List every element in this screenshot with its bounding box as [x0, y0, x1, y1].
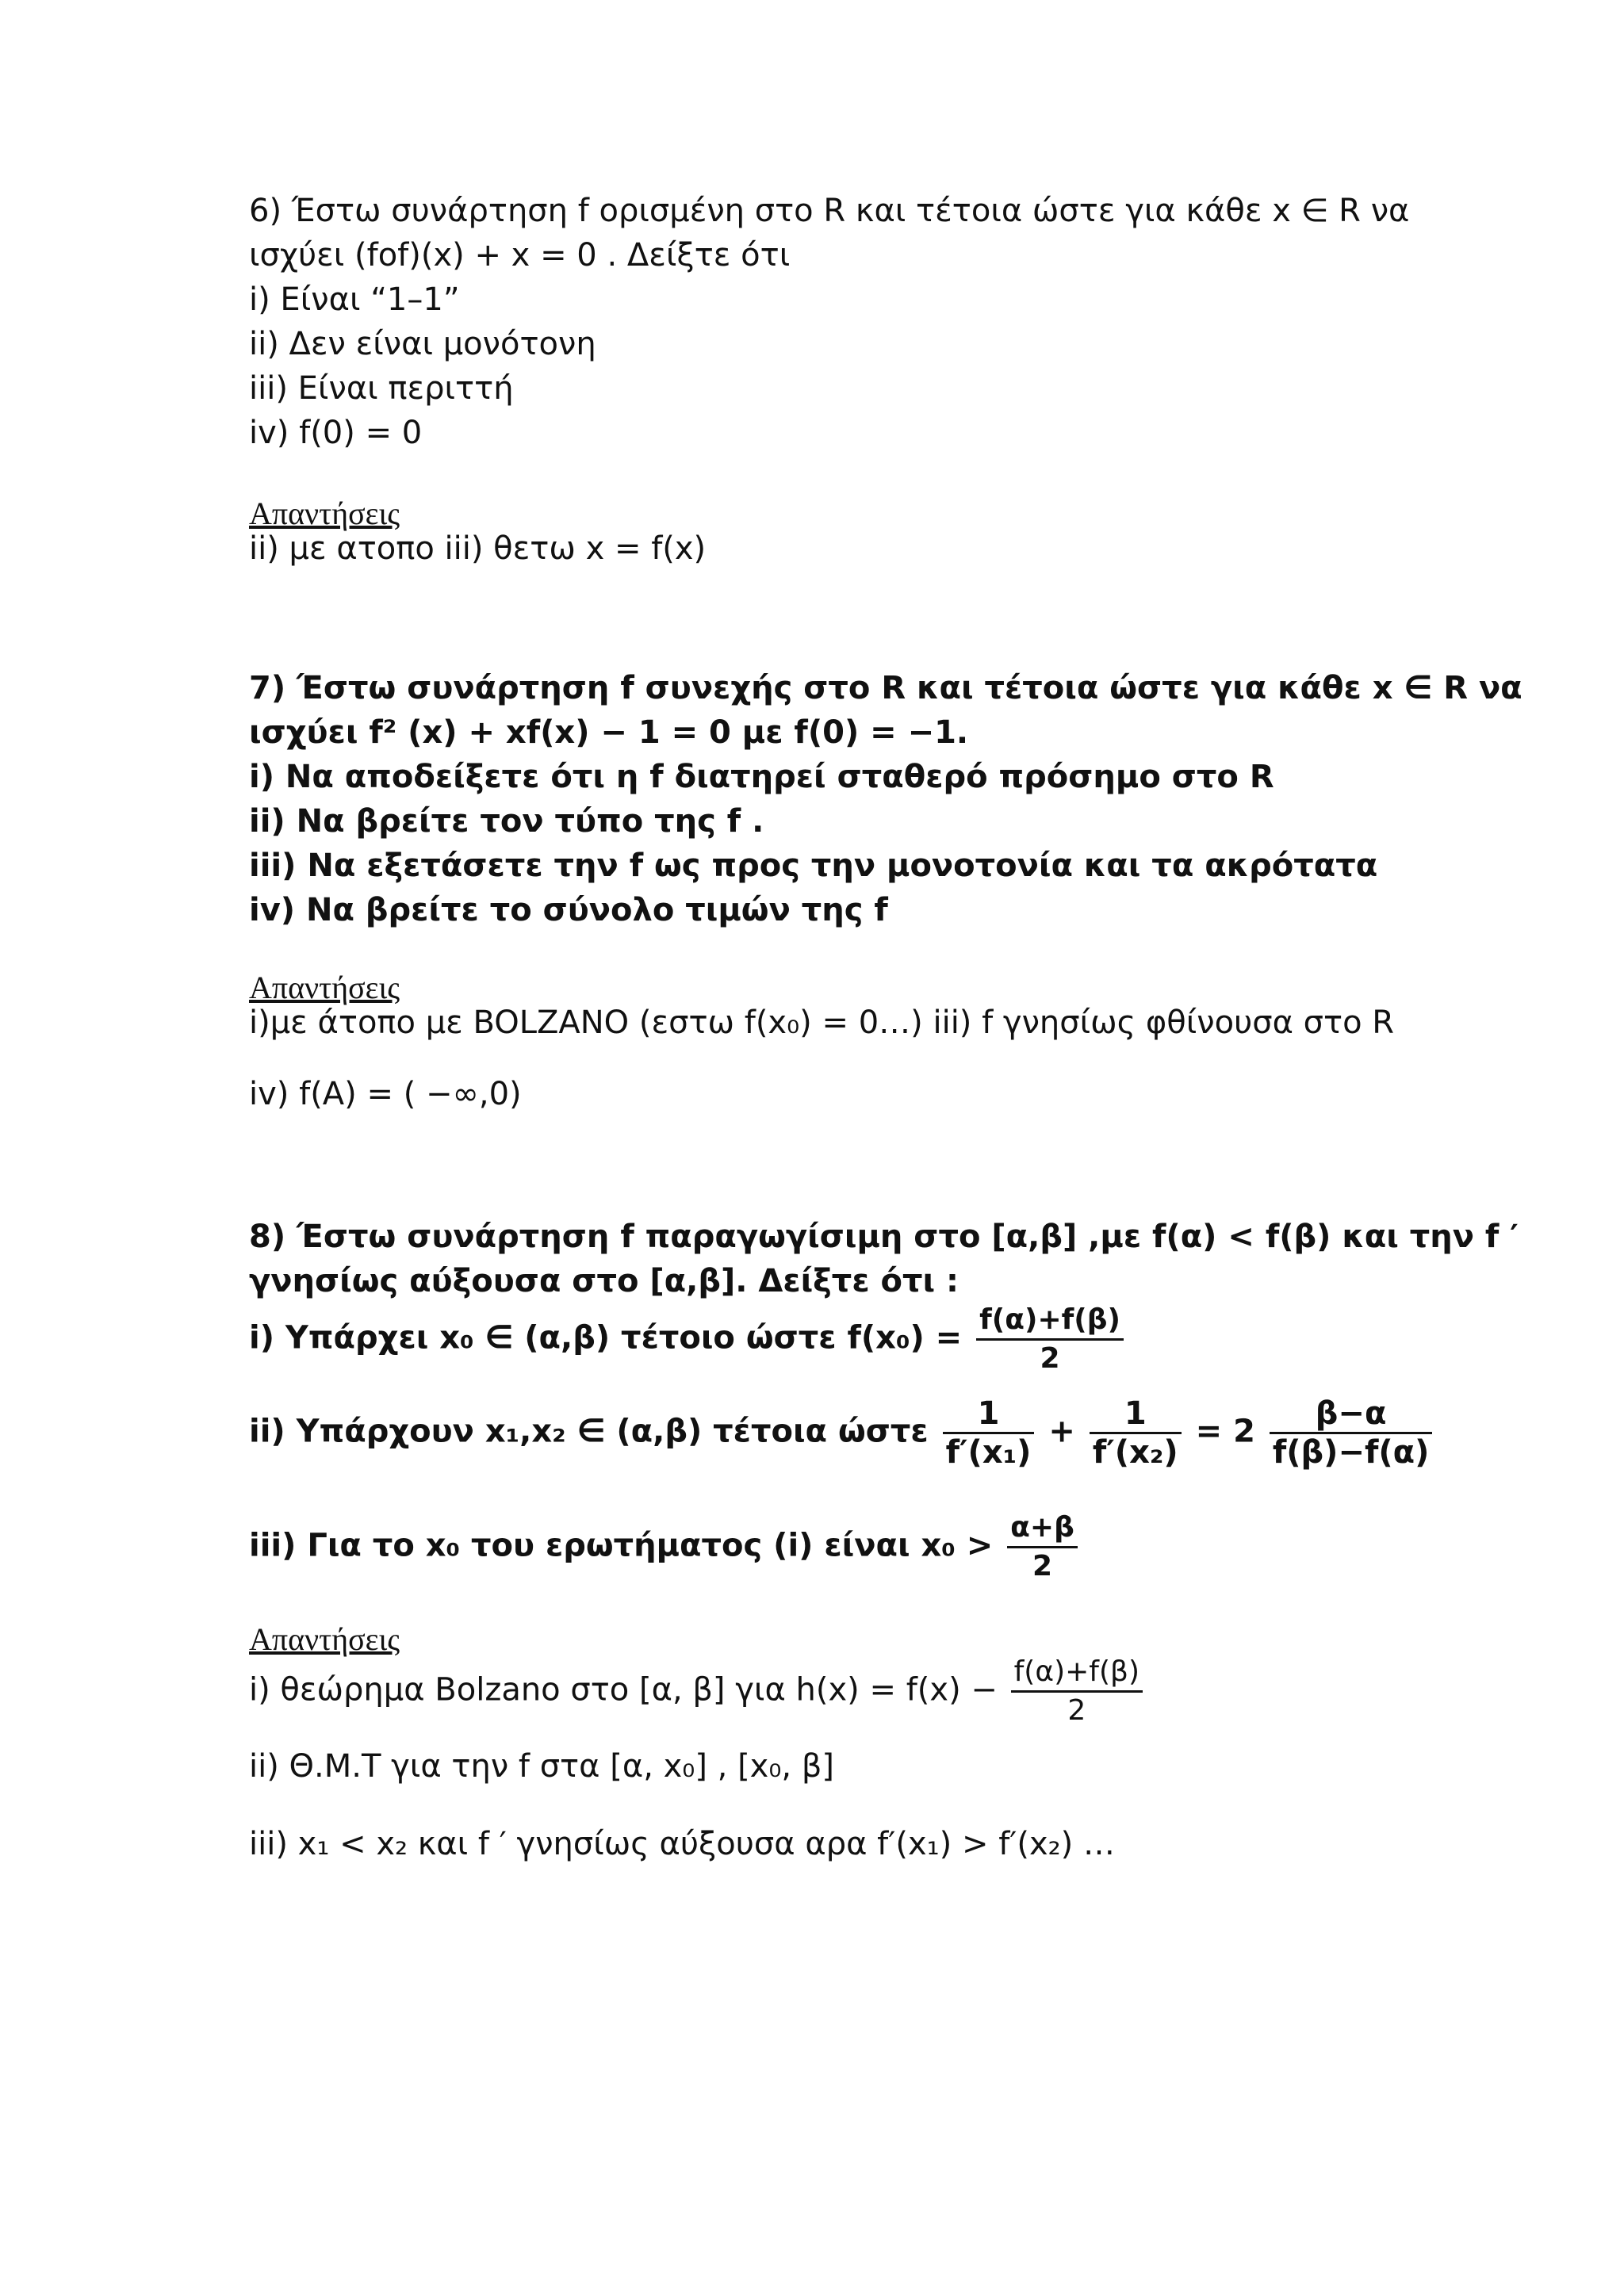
p7-line-2: ισχύει f² (x) + xf(x) − 1 = 0 με f(0) = −1.: [249, 714, 969, 751]
p6-answer-1: ii) με ατοπο iii) θετω x = f(x): [249, 530, 707, 567]
fraction-numerator: f(α)+f(β): [1011, 1654, 1143, 1693]
p8-item-ii-fraction-1: [943, 1395, 1035, 1471]
p8-answers-header: Απαντήσεις: [249, 1621, 400, 1657]
p8-item-ii-fraction-3: [1270, 1395, 1433, 1471]
p8-item-ii-fraction-2: [1090, 1395, 1182, 1471]
fraction-numerator: β−α: [1270, 1395, 1433, 1434]
p8-item-iii-text: iii) Για το x₀ του ερωτήματος (i) είναι x₀ >: [249, 1527, 994, 1564]
p8-answer-3: iii) x₁ < x₂ και f ′ γνησίως αύξουσα αρα f′(x₁) > f′(x₂) …: [249, 1826, 1115, 1862]
fraction-denominator: f(β)−f(α): [1272, 1434, 1430, 1471]
equals-two: = 2: [1195, 1413, 1255, 1450]
p6-item-iii: iii) Είναι περιττή: [249, 370, 514, 407]
fraction-denominator: 2: [1067, 1694, 1086, 1727]
p6-line-1: 6) Έστω συνάρτηση f ορισμένη στο R και τέτοια ώστε για κάθε x ∈ R να: [249, 193, 1410, 229]
p7-line-1: 7) Έστω συνάρτηση f συνεχής στο R και τέτοια ώστε για κάθε x ∈ R να: [249, 670, 1522, 706]
p6-line-2: ισχύει (fof)(x) + x = 0 . Δείξτε ότι: [249, 237, 791, 274]
p7-item-i: i) Να αποδείξετε ότι η f διατηρεί σταθερό πρόσημο στο R: [249, 759, 1274, 795]
p7-item-iii: iii) Να εξετάσετε την f ως προς την μονοτονία και τα ακρότατα: [249, 848, 1378, 884]
p6-item-i: i) Είναι “1–1”: [249, 281, 460, 318]
fraction-numerator: α+β: [1007, 1510, 1078, 1548]
p8-answer-1-fraction: [1011, 1654, 1143, 1729]
p6-answers-header: Απαντήσεις: [249, 496, 400, 531]
p8-item-ii: [249, 1395, 1442, 1471]
p8-item-i: [249, 1302, 1442, 1377]
p6-item-iv: iv) f(0) = 0: [249, 415, 423, 451]
p8-item-i-fraction: [976, 1302, 1124, 1377]
p7-answer-1: i)με άτοπο με BOLZANO (εστω f(x₀) = 0…) iii) f γνησίως φθίνουσα στο R: [249, 1004, 1395, 1041]
fraction-denominator: f′(x₂): [1092, 1434, 1178, 1471]
p8-line-2: γνησίως αύξουσα στο [α,β]. Δείξτε ότι :: [249, 1263, 959, 1299]
fraction-numerator: 1: [1090, 1395, 1182, 1434]
p7-answers-header: Απαντήσεις: [249, 970, 400, 1005]
p8-item-ii-text: ii) Υπάρχουν x₁,x₂ ∈ (α,β) τέτοια ώστε: [249, 1413, 929, 1450]
p8-item-i-text: i) Υπάρχει x₀ ∈ (α,β) τέτοιο ώστε f(x₀) =: [249, 1319, 963, 1357]
plus-sign: +: [1048, 1413, 1075, 1450]
p7-item-ii: ii) Να βρείτε τον τύπο της f .: [249, 803, 764, 840]
p8-item-iii: [249, 1510, 1442, 1585]
p7-answer-2: iv) f(A) = ( −∞,0): [249, 1076, 522, 1112]
p8-item-iii-fraction: [1007, 1510, 1078, 1585]
p6-item-ii: ii) Δεν είναι μονότονη: [249, 326, 596, 362]
fraction-denominator: 2: [1040, 1342, 1060, 1375]
p8-line-1: 8) Έστω συνάρτηση f παραγωγίσιμη στο [α,β] ,με f(α) < f(β) και την f ′: [249, 1219, 1519, 1255]
fraction-numerator: 1: [943, 1395, 1035, 1434]
p8-answer-1: [249, 1654, 1442, 1729]
fraction-numerator: f(α)+f(β): [976, 1302, 1124, 1341]
p8-answer-1-text: i) θεώρημα Bolzano στο [α, β] για h(x) = f(x) −: [249, 1671, 998, 1709]
fraction-denominator: f′(x₁): [945, 1434, 1032, 1471]
p8-answer-2: ii) Θ.Μ.Τ για την f στα [α, x₀] , [x₀, β]: [249, 1748, 834, 1785]
fraction-denominator: 2: [1032, 1550, 1053, 1582]
p7-item-iv: iv) Να βρείτε το σύνολο τιμών της f: [249, 892, 888, 928]
